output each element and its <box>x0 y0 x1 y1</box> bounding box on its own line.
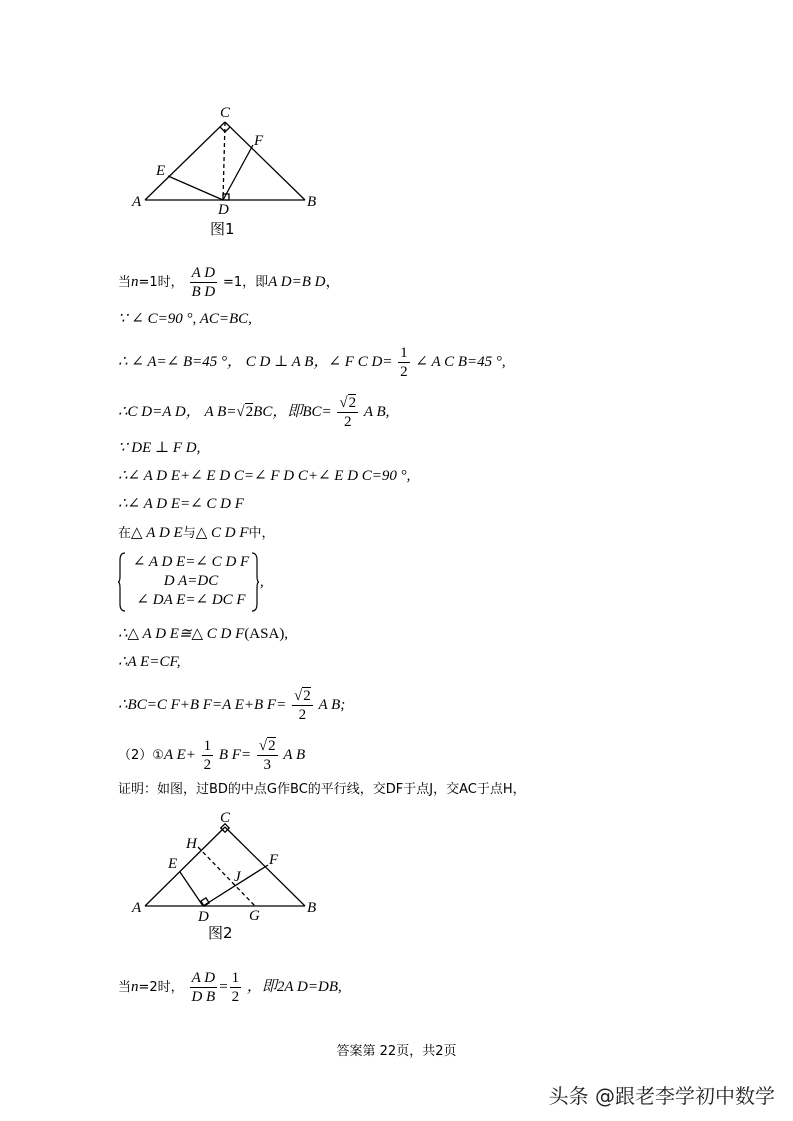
watermark: 头条 @跟老李学初中数学 <box>548 1084 775 1108</box>
line-angle-c: ∵ ∠ C=90 °, AC=BC, <box>118 311 252 327</box>
left-brace <box>118 552 126 612</box>
line-angle-equal: ∴∠ A D E=∠ C D F <box>118 496 244 512</box>
line-n2-ratio: 当n=2时， $\frac{\text{A D}}{\text{D B}}$ = $\frac{1}{2}$ ，即2A D=DB, <box>118 970 342 1005</box>
figure-2-diagram <box>128 805 328 925</box>
fig2-label-j: J <box>234 869 241 885</box>
fig2-label-e: E <box>168 856 178 872</box>
line-angle-sum: ∴∠ A D E+∠ E D C=∠ F D C+∠ E D C=90 °, <box>118 468 411 484</box>
line-in-triangles: 在△ A D E与△ C D F中， <box>118 525 275 541</box>
fig1-label-d: D <box>218 202 229 218</box>
fig1-label-a: A <box>132 194 142 210</box>
line-proof-intro: 证明：如图，过BD的中点G作BC的平行线，交DF于点J，交AC于点H， <box>118 782 526 797</box>
system-row-3: ∠ DA E=∠ DC F <box>136 592 246 608</box>
figure-2 <box>128 805 328 925</box>
fig2-label-f: F <box>269 852 279 868</box>
figure-1-caption: 图1 <box>210 220 235 238</box>
line-bc-result: ∴BC=C F+B F=A E+B F= $\frac{√2}{2}$ A B; <box>118 688 346 723</box>
line-part2-claim: （2）①A E+ $\frac{1}{2}$ B F= $\frac{√2}{3}$ A B <box>118 738 306 773</box>
system-row-1: ∠ A D E=∠ C D F <box>132 554 250 570</box>
fig2-label-a: A <box>132 900 142 916</box>
page-footer: 答案第 22页，共2页 <box>336 1044 457 1059</box>
line-congruent: ∴△ A D E≅△ C D F(ASA), <box>118 626 289 642</box>
line-angles-45: ∴ ∠ A=∠ B=45 °， C D ⊥ A B，∠ F C D= $\frac{1}{2}$ ∠ A C B=45 °, <box>118 345 506 380</box>
fraction-ad-bd: $\frac{\text{A D}}{\text{B D}}$ <box>191 265 216 300</box>
right-brace <box>251 552 259 612</box>
line-ae-cf: ∴A E=CF, <box>118 654 181 670</box>
fig2-label-d: D <box>198 909 209 925</box>
line-cd-ad: ∴C D=A D， A B=√2BC，即BC= $\frac{√2}{2}$ A B, <box>118 395 390 430</box>
line-n1-ratio: 当n=1时， $\frac{\text{A D}}{\text{B D}}$ =1，即A D=B D， <box>118 265 341 300</box>
fig2-label-c: C <box>220 810 231 826</box>
congruence-system: ∠ A D E=∠ C D F D A=DC ∠ DA E=∠ DC F , <box>118 552 260 612</box>
fig1-label-f: F <box>254 133 264 149</box>
fig1-label-b: B <box>307 194 317 210</box>
figure-2-caption: 图2 <box>208 924 233 942</box>
system-row-2: D A=DC <box>163 573 219 589</box>
fig1-label-e: E <box>156 163 166 179</box>
fig1-label-c: C <box>220 105 231 121</box>
fig2-label-h: H <box>186 836 197 852</box>
fig2-label-g: G <box>249 908 260 924</box>
fig2-label-b: B <box>307 900 317 916</box>
line-de-perp: ∵ DE ⊥ F D, <box>118 440 201 456</box>
